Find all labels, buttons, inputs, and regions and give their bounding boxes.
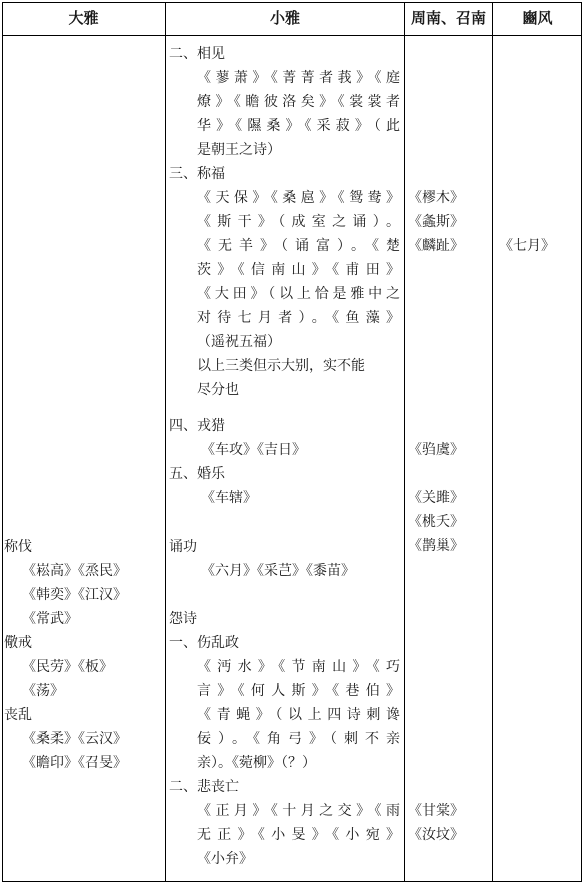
xiaoya-entry: 亲）。《菀柳》（？） [197,755,316,771]
xiaoya-note: 尽分也 [197,382,239,398]
daya-category-title: 称伐 [4,539,32,555]
zhounan-entry: 《驺虞》 [408,442,464,458]
xiaoya-entry: 华》《隰桑》《采菽》（此 [197,118,400,134]
header-zhounan: 周南、召南 [410,9,486,27]
xiaoya-subsection-title: 一、伤乱政 [169,635,239,651]
zhounan-entry: 《桃夭》 [408,514,464,530]
daya-category-title: 丧乱 [4,707,32,723]
zhounan-entry: 《麟趾》 [408,238,464,254]
daya-entry: 《民劳》《板》 [22,659,113,675]
xiaoya-section-title: 怨诗 [169,611,197,627]
xiaoya-subsection-title: 二、悲丧亡 [169,779,239,795]
xiaoya-entry: （遥祝五福） [197,334,281,350]
xiaoya-entry: 言》《何人斯》《巷伯》 [197,683,400,699]
column-divider [404,2,405,882]
xiaoya-entry: 《六月》《采芑》《黍苗》 [201,563,355,579]
column-divider [492,2,493,882]
xiaoya-entry: 《车辖》 [201,490,257,506]
daya-entry: 《韩奕》《江汉》 [22,587,127,603]
xiaoya-entry: 《斯干》（成室之诵）。 [197,214,400,230]
zhounan-entry: 《关雎》 [408,490,464,506]
zhounan-entry: 《汝坟》 [408,827,464,843]
xiaoya-entry: 燎》《瞻彼洛矣》《裳裳者 [197,94,400,110]
zhounan-entry: 《螽斯》 [408,214,464,230]
header-binfeng: 豳风 [522,9,553,27]
xiaoya-entry: 《无羊》（诵富）。《楚 [197,238,400,254]
xiaoya-entry: 茨》《信南山》《甫田》 [197,262,400,278]
xiaoya-section-title: 四、戎猎 [169,418,225,434]
zhounan-entry: 《鹊巢》 [408,538,464,554]
xiaoya-entry: 《青蝇》（以上四诗刺谗 [197,707,400,723]
xiaoya-section-title: 三、称福 [169,166,225,182]
xiaoya-entry: 对待七月者）。《鱼藻》 [197,310,400,326]
daya-entry: 《桑柔》《云汉》 [22,731,127,747]
xiaoya-entry: 《沔水》《节南山》《巧 [197,659,400,675]
daya-entry: 《常武》 [22,611,78,627]
xiaoya-entry: 《大田》（以上恰是雅中之 [197,286,400,302]
xiaoya-note: 以上三类但示大别，实不能 [197,358,365,374]
xiaoya-section-title: 诵功 [169,539,197,555]
daya-entry: 《荡》 [22,683,64,699]
xiaoya-section-title: 二、相见 [169,46,225,62]
zhounan-entry: 《樛木》 [408,190,464,206]
daya-category-title: 儆戒 [4,635,32,651]
xiaoya-entry: 是朝王之诗） [197,142,281,158]
xiaoya-entry: 《天保》《桑扈》《鸳鸯》 [197,190,400,206]
header-divider [2,35,582,36]
daya-entry: 《崧高》《烝民》 [22,563,127,579]
zhounan-entry: 《甘棠》 [408,803,464,819]
binfeng-entry: 《七月》 [499,238,555,254]
xiaoya-entry: 《蓼萧》《菁菁者莪》《庭 [197,70,400,86]
xiaoya-entry: 《小弁》 [197,851,253,867]
header-xiaoya: 小雅 [269,9,300,27]
xiaoya-section-title: 五、婚乐 [169,466,225,482]
daya-entry: 《瞻印》《召旻》 [22,755,127,771]
xiaoya-entry: 《正月》《十月之交》《雨 [197,803,400,819]
xiaoya-entry: 《车攻》《吉日》 [201,442,306,458]
header-daya: 大雅 [68,9,99,27]
xiaoya-entry: 无正》《小旻》《小宛》 [197,827,400,843]
column-divider [165,2,166,882]
xiaoya-entry: 佞）。《角弓》（刺不亲 [197,731,400,747]
